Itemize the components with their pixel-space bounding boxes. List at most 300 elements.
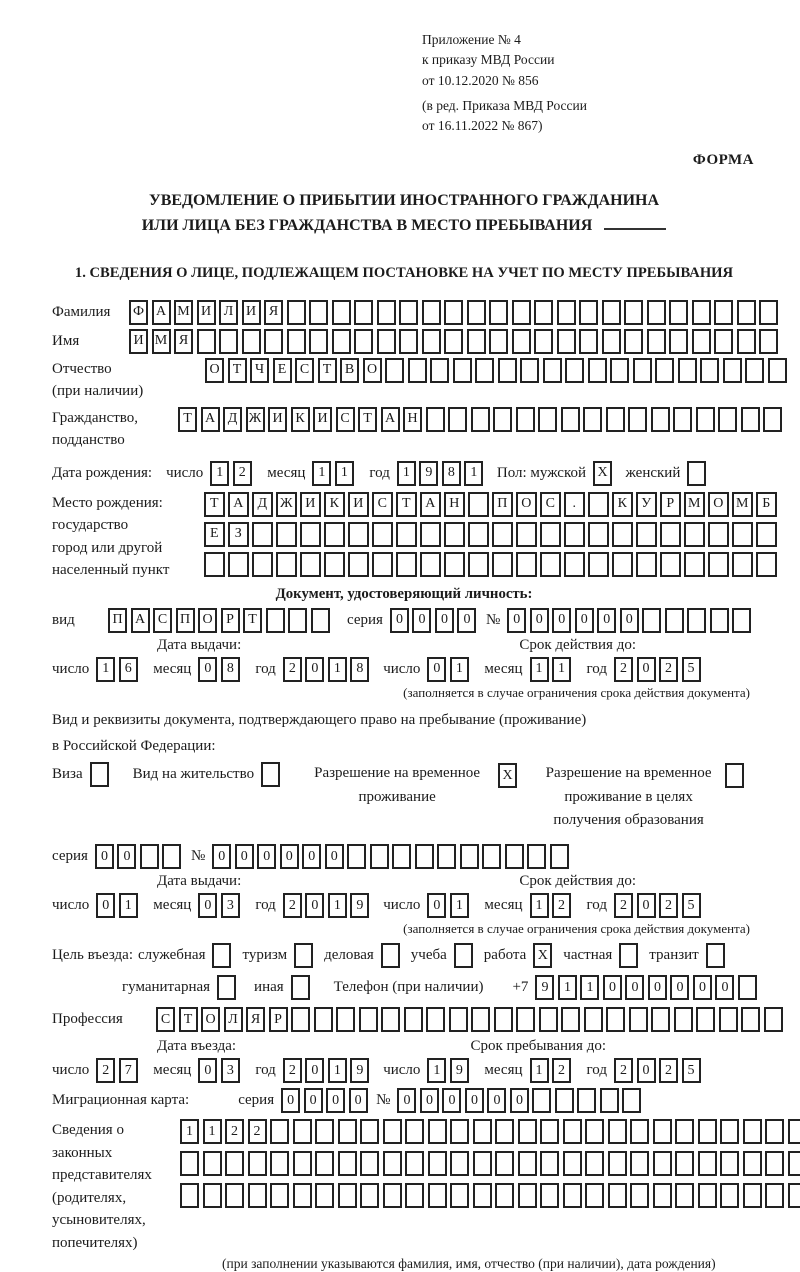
char-box[interactable] <box>550 844 569 869</box>
char-box[interactable] <box>588 358 607 383</box>
char-box[interactable] <box>788 1183 800 1208</box>
char-box[interactable] <box>311 608 330 633</box>
char-box[interactable] <box>180 1183 199 1208</box>
char-box[interactable] <box>653 1119 672 1144</box>
char-box[interactable] <box>377 300 396 325</box>
char-box[interactable] <box>518 1151 537 1176</box>
char-box[interactable]: 0 <box>281 1088 300 1113</box>
char-box[interactable] <box>475 358 494 383</box>
char-box[interactable]: Я <box>174 329 193 354</box>
char-box[interactable]: 0 <box>530 608 549 633</box>
char-box[interactable] <box>408 358 427 383</box>
char-box[interactable]: Т <box>204 492 225 517</box>
char-box[interactable] <box>696 1007 715 1032</box>
char-box[interactable] <box>492 552 513 577</box>
char-box[interactable]: 0 <box>257 844 276 869</box>
checkbox-temp-residence[interactable]: X <box>498 763 517 788</box>
char-box[interactable]: 0 <box>96 893 115 918</box>
checkbox-purpose-work[interactable]: X <box>533 943 552 968</box>
char-box[interactable] <box>606 407 625 432</box>
char-box[interactable]: 9 <box>419 461 438 486</box>
char-box[interactable]: 0 <box>349 1088 368 1113</box>
char-box[interactable] <box>630 1183 649 1208</box>
char-box[interactable]: 1 <box>558 975 577 1000</box>
char-box[interactable] <box>287 329 306 354</box>
char-box[interactable]: Я <box>246 1007 265 1032</box>
char-box[interactable] <box>314 1007 333 1032</box>
char-box[interactable] <box>516 522 537 547</box>
char-box[interactable]: И <box>300 492 321 517</box>
char-box[interactable]: А <box>228 492 249 517</box>
char-box[interactable]: 0 <box>637 893 656 918</box>
char-box[interactable] <box>405 1151 424 1176</box>
char-box[interactable]: С <box>372 492 393 517</box>
char-box[interactable] <box>788 1151 800 1176</box>
char-box[interactable]: С <box>540 492 561 517</box>
char-box[interactable]: 0 <box>198 893 217 918</box>
char-box[interactable] <box>309 329 328 354</box>
char-box[interactable] <box>197 329 216 354</box>
char-box[interactable] <box>561 1007 580 1032</box>
char-box[interactable]: Е <box>204 522 225 547</box>
char-box[interactable] <box>315 1151 334 1176</box>
char-box[interactable]: 1 <box>312 461 331 486</box>
char-box[interactable]: 0 <box>212 844 231 869</box>
char-box[interactable] <box>248 1151 267 1176</box>
char-box[interactable] <box>348 522 369 547</box>
char-box[interactable] <box>563 1151 582 1176</box>
char-box[interactable] <box>684 522 705 547</box>
char-box[interactable] <box>741 1007 760 1032</box>
char-box[interactable] <box>492 522 513 547</box>
char-box[interactable] <box>405 1119 424 1144</box>
checkbox-visa[interactable] <box>90 762 109 787</box>
char-box[interactable] <box>636 522 657 547</box>
char-box[interactable]: К <box>324 492 345 517</box>
checkbox-purpose-business[interactable] <box>381 943 400 968</box>
char-box[interactable] <box>473 1151 492 1176</box>
char-box[interactable] <box>675 1119 694 1144</box>
char-box[interactable] <box>788 1119 800 1144</box>
char-box[interactable] <box>264 329 283 354</box>
char-box[interactable]: 9 <box>350 1058 369 1083</box>
char-box[interactable] <box>606 1007 625 1032</box>
char-box[interactable] <box>309 300 328 325</box>
char-box[interactable]: 0 <box>280 844 299 869</box>
char-box[interactable] <box>633 358 652 383</box>
char-box[interactable]: 0 <box>637 657 656 682</box>
char-box[interactable] <box>430 358 449 383</box>
char-box[interactable] <box>698 1151 717 1176</box>
char-box[interactable]: 1 <box>530 657 549 682</box>
char-box[interactable] <box>756 552 777 577</box>
char-box[interactable]: Д <box>223 407 242 432</box>
char-box[interactable] <box>561 407 580 432</box>
char-box[interactable]: 0 <box>603 975 622 1000</box>
char-box[interactable] <box>759 329 778 354</box>
char-box[interactable]: 2 <box>659 657 678 682</box>
char-box[interactable] <box>270 1183 289 1208</box>
char-box[interactable]: 0 <box>648 975 667 1000</box>
char-box[interactable] <box>540 552 561 577</box>
char-box[interactable] <box>422 300 441 325</box>
char-box[interactable] <box>505 844 524 869</box>
char-box[interactable]: З <box>228 522 249 547</box>
char-box[interactable] <box>588 492 609 517</box>
char-box[interactable]: С <box>336 407 355 432</box>
char-box[interactable] <box>448 407 467 432</box>
char-box[interactable] <box>219 329 238 354</box>
char-box[interactable]: 0 <box>457 608 476 633</box>
char-box[interactable] <box>653 1183 672 1208</box>
char-box[interactable] <box>228 552 249 577</box>
char-box[interactable] <box>518 1183 537 1208</box>
char-box[interactable]: А <box>381 407 400 432</box>
char-box[interactable] <box>520 358 539 383</box>
char-box[interactable]: 2 <box>283 657 302 682</box>
char-box[interactable]: 2 <box>552 893 571 918</box>
char-box[interactable]: 0 <box>198 1058 217 1083</box>
checkbox-gender-male[interactable]: X <box>593 461 612 486</box>
char-box[interactable] <box>381 1007 400 1032</box>
char-box[interactable]: 0 <box>326 1088 345 1113</box>
char-box[interactable] <box>473 1119 492 1144</box>
char-box[interactable]: 1 <box>530 893 549 918</box>
char-box[interactable] <box>252 522 273 547</box>
char-box[interactable] <box>600 1088 619 1113</box>
char-box[interactable] <box>420 522 441 547</box>
char-box[interactable]: 1 <box>203 1119 222 1144</box>
char-box[interactable] <box>468 522 489 547</box>
char-box[interactable]: 2 <box>283 1058 302 1083</box>
char-box[interactable] <box>584 1007 603 1032</box>
char-box[interactable] <box>720 1119 739 1144</box>
char-box[interactable] <box>332 329 351 354</box>
char-box[interactable]: 2 <box>659 1058 678 1083</box>
char-box[interactable] <box>557 329 576 354</box>
char-box[interactable] <box>538 407 557 432</box>
char-box[interactable] <box>392 844 411 869</box>
checkbox-gender-female[interactable] <box>687 461 706 486</box>
char-box[interactable]: 5 <box>682 657 701 682</box>
char-box[interactable] <box>738 975 757 1000</box>
char-box[interactable]: О <box>516 492 537 517</box>
char-box[interactable] <box>372 552 393 577</box>
char-box[interactable] <box>684 552 705 577</box>
char-box[interactable]: Л <box>219 300 238 325</box>
char-box[interactable] <box>708 552 729 577</box>
char-box[interactable]: О <box>205 358 224 383</box>
char-box[interactable]: П <box>108 608 127 633</box>
char-box[interactable] <box>467 300 486 325</box>
char-box[interactable] <box>332 300 351 325</box>
char-box[interactable]: Б <box>756 492 777 517</box>
char-box[interactable] <box>354 329 373 354</box>
char-box[interactable] <box>720 1151 739 1176</box>
char-box[interactable] <box>764 1007 783 1032</box>
char-box[interactable]: 0 <box>420 1088 439 1113</box>
char-box[interactable] <box>719 1007 738 1032</box>
char-box[interactable] <box>647 300 666 325</box>
char-box[interactable] <box>338 1151 357 1176</box>
char-box[interactable] <box>745 358 764 383</box>
char-box[interactable] <box>732 608 751 633</box>
char-box[interactable] <box>612 552 633 577</box>
char-box[interactable] <box>512 329 531 354</box>
char-box[interactable]: Н <box>444 492 465 517</box>
char-box[interactable] <box>360 1183 379 1208</box>
char-box[interactable] <box>700 358 719 383</box>
char-box[interactable]: 1 <box>552 657 571 682</box>
char-box[interactable] <box>467 329 486 354</box>
char-box[interactable] <box>765 1151 784 1176</box>
char-box[interactable] <box>624 329 643 354</box>
char-box[interactable] <box>288 608 307 633</box>
char-box[interactable] <box>404 1007 423 1032</box>
checkbox-purpose-other[interactable] <box>291 975 310 1000</box>
char-box[interactable] <box>516 1007 535 1032</box>
char-box[interactable] <box>405 1183 424 1208</box>
char-box[interactable] <box>428 1183 447 1208</box>
char-box[interactable] <box>270 1151 289 1176</box>
char-box[interactable]: 0 <box>305 1058 324 1083</box>
char-box[interactable] <box>540 522 561 547</box>
char-box[interactable] <box>420 552 441 577</box>
char-box[interactable]: 5 <box>682 1058 701 1083</box>
char-box[interactable] <box>444 522 465 547</box>
char-box[interactable] <box>651 1007 670 1032</box>
char-box[interactable] <box>383 1151 402 1176</box>
char-box[interactable]: О <box>198 608 217 633</box>
char-box[interactable] <box>291 1007 310 1032</box>
char-box[interactable]: 1 <box>180 1119 199 1144</box>
char-box[interactable]: 1 <box>119 893 138 918</box>
char-box[interactable] <box>493 407 512 432</box>
char-box[interactable] <box>426 1007 445 1032</box>
char-box[interactable]: 1 <box>335 461 354 486</box>
char-box[interactable] <box>665 608 684 633</box>
char-box[interactable]: 1 <box>427 1058 446 1083</box>
char-box[interactable] <box>608 1151 627 1176</box>
char-box[interactable]: 1 <box>580 975 599 1000</box>
char-box[interactable]: С <box>156 1007 175 1032</box>
char-box[interactable]: У <box>636 492 657 517</box>
char-box[interactable]: 0 <box>575 608 594 633</box>
char-box[interactable]: И <box>197 300 216 325</box>
char-box[interactable] <box>140 844 159 869</box>
char-box[interactable]: 2 <box>614 1058 633 1083</box>
char-box[interactable] <box>383 1183 402 1208</box>
char-box[interactable] <box>642 608 661 633</box>
char-box[interactable]: 0 <box>435 608 454 633</box>
char-box[interactable]: Р <box>660 492 681 517</box>
char-box[interactable]: И <box>242 300 261 325</box>
char-box[interactable] <box>300 552 321 577</box>
char-box[interactable]: 0 <box>427 893 446 918</box>
char-box[interactable] <box>494 1007 513 1032</box>
char-box[interactable]: С <box>295 358 314 383</box>
char-box[interactable] <box>489 300 508 325</box>
checkbox-purpose-tourism[interactable] <box>294 943 313 968</box>
char-box[interactable]: 0 <box>325 844 344 869</box>
checkbox-residence-permit[interactable] <box>261 762 280 787</box>
char-box[interactable] <box>743 1151 762 1176</box>
char-box[interactable] <box>532 1088 551 1113</box>
char-box[interactable] <box>203 1151 222 1176</box>
char-box[interactable]: М <box>174 300 193 325</box>
char-box[interactable]: О <box>708 492 729 517</box>
char-box[interactable]: П <box>492 492 513 517</box>
char-box[interactable] <box>266 608 285 633</box>
char-box[interactable]: А <box>201 407 220 432</box>
char-box[interactable] <box>428 1119 447 1144</box>
char-box[interactable] <box>674 1007 693 1032</box>
char-box[interactable]: О <box>201 1007 220 1032</box>
char-box[interactable]: А <box>420 492 441 517</box>
char-box[interactable] <box>396 522 417 547</box>
char-box[interactable] <box>516 552 537 577</box>
char-box[interactable]: Ж <box>246 407 265 432</box>
char-box[interactable] <box>579 329 598 354</box>
char-box[interactable] <box>692 329 711 354</box>
char-box[interactable] <box>675 1183 694 1208</box>
checkbox-purpose-official[interactable] <box>212 943 231 968</box>
char-box[interactable] <box>669 300 688 325</box>
char-box[interactable]: 5 <box>682 893 701 918</box>
char-box[interactable]: И <box>313 407 332 432</box>
char-box[interactable]: 0 <box>597 608 616 633</box>
char-box[interactable] <box>385 358 404 383</box>
char-box[interactable] <box>495 1151 514 1176</box>
char-box[interactable] <box>225 1183 244 1208</box>
char-box[interactable]: 1 <box>397 461 416 486</box>
char-box[interactable]: 0 <box>510 1088 529 1113</box>
char-box[interactable] <box>180 1151 199 1176</box>
char-box[interactable]: О <box>363 358 382 383</box>
char-box[interactable]: 0 <box>465 1088 484 1113</box>
char-box[interactable] <box>588 552 609 577</box>
char-box[interactable] <box>759 300 778 325</box>
char-box[interactable]: А <box>131 608 150 633</box>
char-box[interactable]: . <box>564 492 585 517</box>
char-box[interactable] <box>630 1151 649 1176</box>
char-box[interactable]: Ф <box>129 300 148 325</box>
char-box[interactable] <box>534 329 553 354</box>
char-box[interactable] <box>647 329 666 354</box>
char-box[interactable]: 8 <box>221 657 240 682</box>
char-box[interactable] <box>383 1119 402 1144</box>
char-box[interactable]: П <box>176 608 195 633</box>
char-box[interactable] <box>675 1151 694 1176</box>
char-box[interactable] <box>396 552 417 577</box>
char-box[interactable]: 0 <box>670 975 689 1000</box>
char-box[interactable]: 0 <box>198 657 217 682</box>
char-box[interactable]: 1 <box>450 657 469 682</box>
char-box[interactable] <box>348 552 369 577</box>
char-box[interactable] <box>338 1183 357 1208</box>
char-box[interactable] <box>444 300 463 325</box>
char-box[interactable] <box>651 407 670 432</box>
char-box[interactable]: И <box>129 329 148 354</box>
char-box[interactable]: 9 <box>350 893 369 918</box>
char-box[interactable]: 0 <box>412 608 431 633</box>
char-box[interactable] <box>612 522 633 547</box>
char-box[interactable] <box>377 329 396 354</box>
char-box[interactable] <box>512 300 531 325</box>
char-box[interactable]: 0 <box>693 975 712 1000</box>
char-box[interactable] <box>628 407 647 432</box>
char-box[interactable]: 1 <box>464 461 483 486</box>
char-box[interactable] <box>498 358 517 383</box>
char-box[interactable]: 0 <box>302 844 321 869</box>
char-box[interactable]: 0 <box>715 975 734 1000</box>
char-box[interactable]: 2 <box>233 461 252 486</box>
char-box[interactable]: Е <box>273 358 292 383</box>
char-box[interactable] <box>540 1119 559 1144</box>
char-box[interactable]: 0 <box>637 1058 656 1083</box>
char-box[interactable] <box>534 300 553 325</box>
char-box[interactable] <box>756 522 777 547</box>
char-box[interactable] <box>718 407 737 432</box>
char-box[interactable] <box>565 358 584 383</box>
char-box[interactable] <box>468 492 489 517</box>
char-box[interactable]: Ч <box>250 358 269 383</box>
char-box[interactable] <box>482 844 501 869</box>
char-box[interactable] <box>564 552 585 577</box>
char-box[interactable] <box>698 1183 717 1208</box>
char-box[interactable] <box>743 1183 762 1208</box>
char-box[interactable] <box>495 1183 514 1208</box>
char-box[interactable]: 3 <box>221 893 240 918</box>
char-box[interactable] <box>276 552 297 577</box>
char-box[interactable] <box>468 552 489 577</box>
char-box[interactable]: Т <box>243 608 262 633</box>
char-box[interactable]: 0 <box>390 608 409 633</box>
char-box[interactable] <box>359 1007 378 1032</box>
char-box[interactable]: 1 <box>210 461 229 486</box>
char-box[interactable]: 0 <box>235 844 254 869</box>
char-box[interactable]: 0 <box>305 657 324 682</box>
char-box[interactable] <box>453 358 472 383</box>
char-box[interactable]: 0 <box>507 608 526 633</box>
char-box[interactable] <box>655 358 674 383</box>
char-box[interactable] <box>765 1119 784 1144</box>
char-box[interactable] <box>696 407 715 432</box>
char-box[interactable]: С <box>153 608 172 633</box>
char-box[interactable] <box>585 1151 604 1176</box>
char-box[interactable] <box>588 522 609 547</box>
char-box[interactable] <box>300 522 321 547</box>
char-box[interactable] <box>518 1119 537 1144</box>
char-box[interactable] <box>673 407 692 432</box>
char-box[interactable]: И <box>268 407 287 432</box>
char-box[interactable]: 0 <box>95 844 114 869</box>
char-box[interactable] <box>608 1119 627 1144</box>
char-box[interactable]: 2 <box>283 893 302 918</box>
char-box[interactable] <box>768 358 787 383</box>
char-box[interactable] <box>204 552 225 577</box>
char-box[interactable]: 2 <box>248 1119 267 1144</box>
char-box[interactable] <box>622 1088 641 1113</box>
char-box[interactable] <box>577 1088 596 1113</box>
char-box[interactable] <box>422 329 441 354</box>
char-box[interactable]: 0 <box>427 657 446 682</box>
char-box[interactable] <box>428 1151 447 1176</box>
char-box[interactable] <box>710 608 729 633</box>
char-box[interactable] <box>450 1183 469 1208</box>
char-box[interactable] <box>293 1183 312 1208</box>
char-box[interactable]: Т <box>318 358 337 383</box>
